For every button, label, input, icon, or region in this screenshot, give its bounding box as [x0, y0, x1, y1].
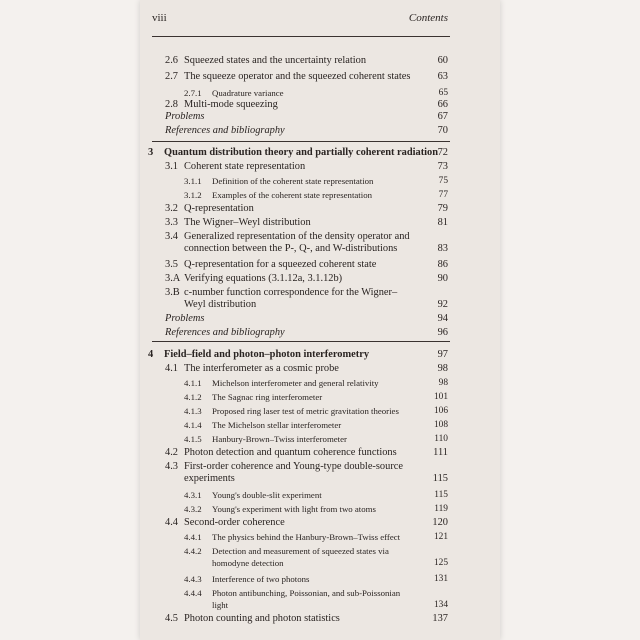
toc-entry-title: homodyne detection: [212, 558, 284, 568]
toc-entry-number: 4.2: [165, 447, 178, 458]
toc-entry-title: Q-representation: [184, 203, 254, 214]
toc-entry-number: 2.7: [165, 71, 178, 82]
toc-page-number: 98: [437, 363, 448, 374]
toc-entry-title: Interference of two photons: [212, 574, 310, 584]
toc-page-number: 115: [432, 473, 448, 484]
toc-entry-title: Second-order coherence: [184, 517, 285, 528]
toc-entry-title: Generalized representation of the density operator and: [184, 231, 410, 242]
toc-entry-title: Examples of the coherent state representation: [212, 190, 372, 200]
toc-entry-number: 4.3: [165, 461, 178, 472]
toc-entry-title: Definition of the coherent state representation: [212, 176, 374, 186]
toc-entry-number: 3.1.1: [184, 176, 202, 186]
toc-page-number: 101: [433, 392, 448, 402]
toc-page-number: 63: [437, 71, 448, 82]
toc-entry-title: c-number function correspondence for the Wigner–: [184, 287, 398, 298]
toc-page-number: 72: [437, 147, 448, 158]
toc-entry-title: Problems: [165, 313, 205, 324]
toc-page-number: 90: [437, 273, 448, 284]
toc-page-number: 120: [432, 517, 448, 528]
toc-entry-number: 3.2: [165, 203, 178, 214]
toc-page-number: 108: [433, 420, 448, 430]
toc-entry-title: Michelson interferometer and general relativity: [212, 378, 379, 388]
toc-entry-number: 4.1.1: [184, 378, 202, 388]
toc-page-number: 94: [437, 313, 448, 324]
toc-entry-number: 3.4: [165, 231, 178, 242]
toc-entry-number: 3.1.2: [184, 190, 202, 200]
toc-entry-title: Problems: [165, 111, 205, 122]
toc-entry-title: Quantum distribution theory and partially coherent radiation: [164, 147, 439, 158]
toc-entry-title: Young's double-slit experiment: [212, 490, 322, 500]
toc-entry-number: 4.3.1: [184, 490, 202, 500]
toc-entry-title: The Michelson stellar interferometer: [212, 420, 342, 430]
toc-page-number: 92: [437, 299, 448, 310]
toc-page-number: 119: [434, 504, 448, 514]
toc-entry-number: 4.1.3: [184, 406, 202, 416]
toc-page-number: 67: [437, 111, 448, 122]
toc-entry-title: Young's experiment with light from two atoms: [212, 504, 376, 514]
toc-entry-number: 4.1.5: [184, 434, 202, 444]
toc-entry-number: 4.1.2: [184, 392, 202, 402]
toc-page-number: 66: [437, 99, 448, 110]
toc-entry-title: Hanbury-Brown–Twiss interferometer: [212, 434, 347, 444]
toc-entry-title: Photon counting and photon statistics: [184, 613, 340, 624]
toc-page-number: 86: [437, 259, 448, 270]
toc-entry-title: Multi-mode squeezing: [184, 99, 278, 110]
toc-entry-title: Squeezed states and the uncertainty relation: [184, 55, 367, 66]
toc-page-number: 70: [437, 125, 448, 136]
toc-page-number: 125: [433, 558, 448, 568]
toc-entry-number: 4.1: [165, 363, 178, 374]
toc-page-number: 77: [438, 190, 448, 200]
toc-page-number: 134: [433, 600, 448, 610]
toc-page-number: 96: [437, 327, 448, 338]
toc-entry-title: References and bibliography: [165, 327, 285, 338]
toc-entry-number: 3: [148, 147, 154, 158]
toc-entry-title: Proposed ring laser test of metric gravitation theories: [212, 406, 399, 416]
toc-entry-title: First-order coherence and Young-type double-source: [184, 461, 404, 472]
toc-entry-title: Weyl distribution: [184, 299, 257, 310]
toc-page-number: 111: [433, 447, 448, 458]
toc-page-number: 115: [434, 490, 448, 500]
toc-entry-number: 4.4.3: [184, 574, 202, 584]
toc-page-number: 106: [433, 406, 448, 416]
toc-entry-title: The Sagnac ring interferometer: [212, 392, 323, 402]
toc-entry-number: 2.7.1: [184, 88, 202, 98]
header-page-number: viii: [152, 12, 167, 24]
toc-page-number: 83: [437, 243, 448, 254]
toc-entry-number: 4.1.4: [184, 420, 202, 430]
toc-entry-number: 4.4.1: [184, 532, 202, 542]
toc-page-number: 131: [433, 574, 448, 584]
toc-page-number: 98: [438, 378, 448, 388]
toc-entry-number: 4.3.2: [184, 504, 202, 514]
toc-entry-title: Verifying equations (3.1.12a, 3.1.12b): [184, 273, 343, 284]
toc-page-number: 75: [438, 176, 448, 186]
toc-entry-number: 2.6: [165, 55, 178, 66]
toc-entry-title: Detection and measurement of squeezed states via: [212, 546, 389, 556]
toc-entry-title: The physics behind the Hanbury-Brown–Twiss effect: [212, 532, 401, 542]
toc-entry-title: light: [212, 600, 229, 610]
toc-entry-title: The squeeze operator and the squeezed coherent states: [184, 71, 411, 82]
toc-entry-number: 2.8: [165, 99, 178, 110]
toc-page-number: 79: [437, 203, 448, 214]
toc-page-number: 137: [432, 613, 448, 624]
toc-entry-title: Q-representation for a squeezed coherent state: [184, 259, 377, 270]
toc-entry-title: Quadrature variance: [212, 88, 284, 98]
toc-entry-number: 4.4.4: [184, 588, 202, 598]
toc-page-number: 81: [437, 217, 448, 228]
toc-entry-number: 3.B: [165, 287, 180, 298]
toc-entry-title: Field–field and photon–photon interferometry: [164, 349, 370, 360]
toc-entry-title: connection between the P-, Q-, and W-distributions: [184, 243, 398, 254]
toc-entry-number: 3.3: [165, 217, 178, 228]
toc-entry-title: Coherent state representation: [184, 161, 306, 172]
toc-page-number: 73: [437, 161, 448, 172]
toc-entry-title: The Wigner–Weyl distribution: [184, 217, 311, 228]
header-title: Contents: [408, 12, 448, 24]
toc-page-number: 65: [438, 88, 448, 98]
toc-entry-number: 4.4: [165, 517, 178, 528]
toc-entry-number: 3.A: [165, 273, 181, 284]
toc-entry-number: 4: [148, 349, 154, 360]
toc-page-number: 97: [437, 349, 448, 360]
toc-entry-title: experiments: [184, 473, 235, 484]
toc-entry-title: Photon antibunching, Poissonian, and sub-Poissonian: [212, 588, 401, 598]
toc-entry-number: 4.4.2: [184, 546, 202, 556]
toc-entry-number: 3.1: [165, 161, 178, 172]
toc-page-number: 121: [433, 532, 448, 542]
toc-page-number: 110: [434, 434, 448, 444]
toc-entry-number: 3.5: [165, 259, 178, 270]
toc-page-number: 60: [437, 55, 448, 66]
toc-entry-title: References and bibliography: [165, 125, 285, 136]
toc-entry-title: Photon detection and quantum coherence functions: [184, 447, 397, 458]
toc-entry-title: The interferometer as a cosmic probe: [184, 363, 339, 374]
toc-entry-number: 4.5: [165, 613, 178, 624]
